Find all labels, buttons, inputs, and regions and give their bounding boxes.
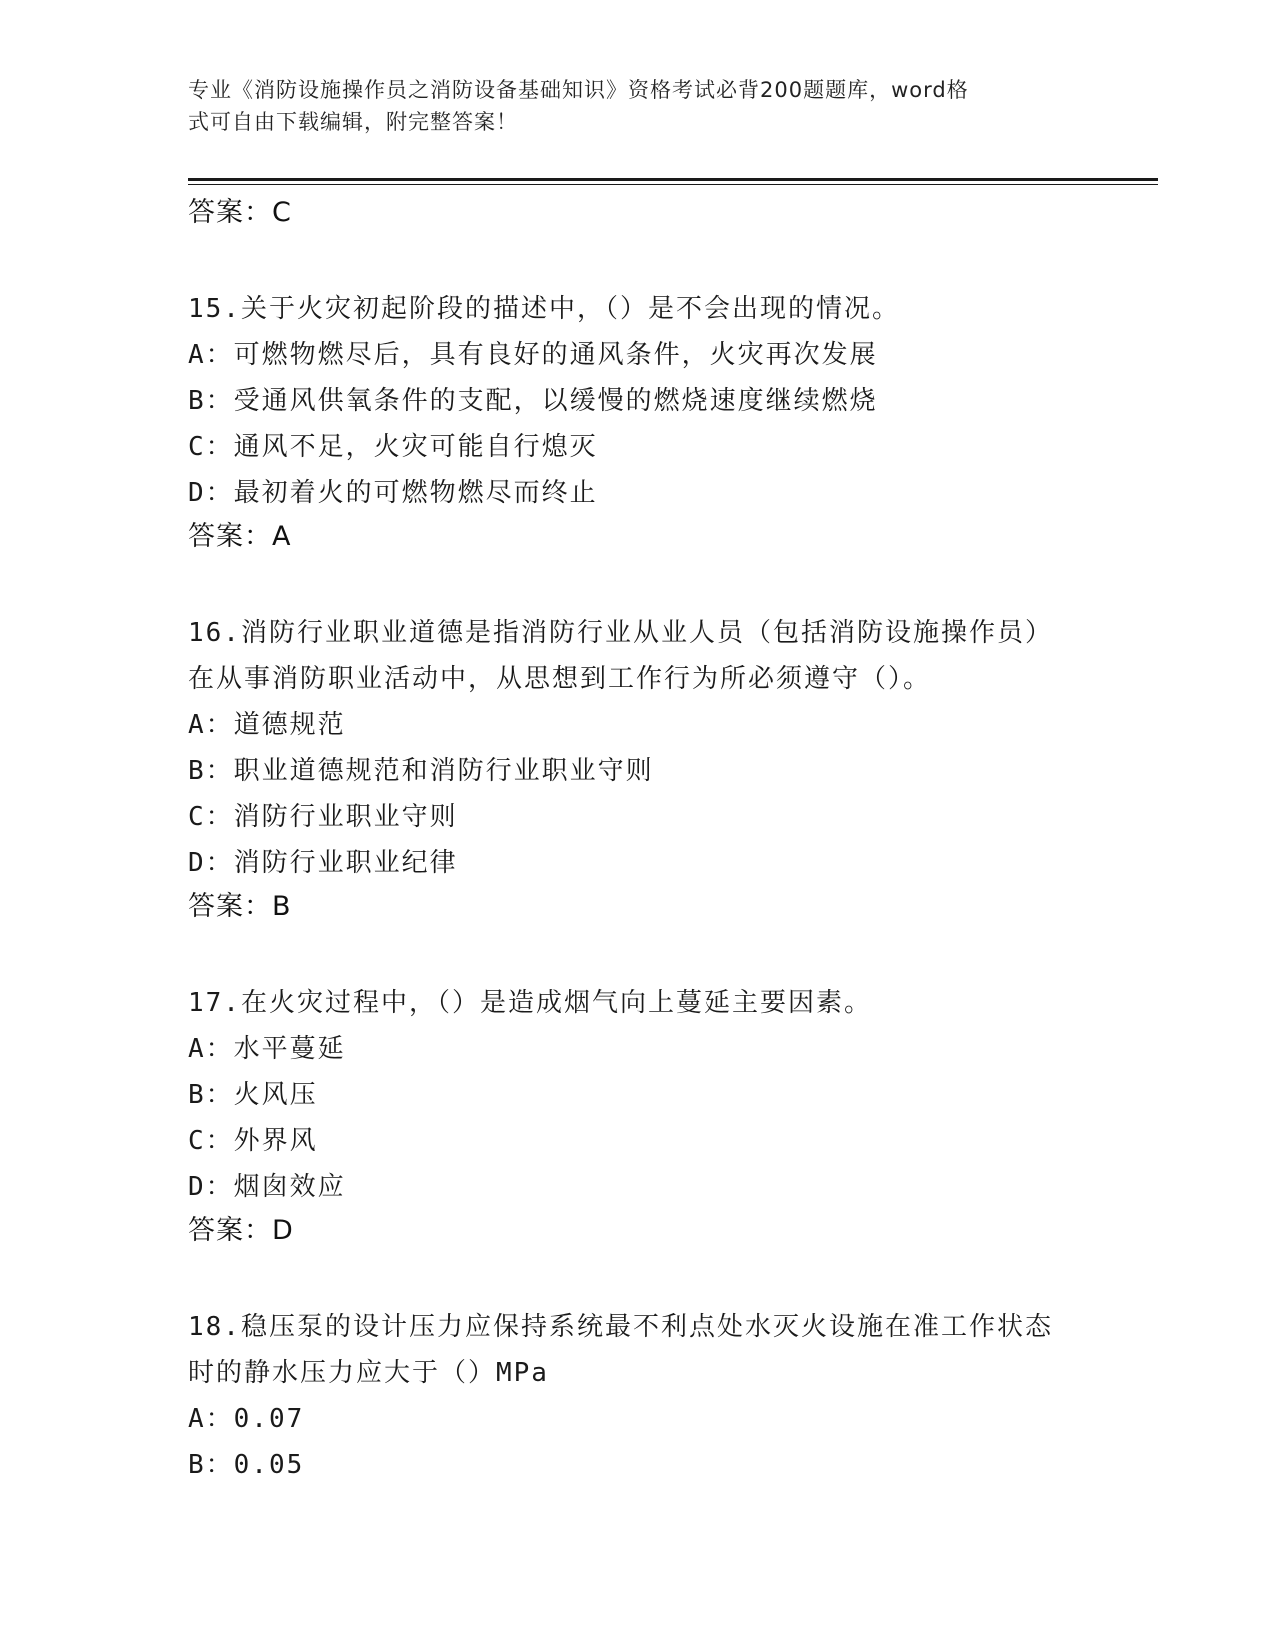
answer-value: B (272, 891, 292, 922)
header-divider-thin (188, 184, 1158, 185)
option-d: D：消防行业职业纪律 (188, 848, 458, 878)
question-17 (188, 980, 1148, 1252)
answer-line (188, 1210, 1148, 1252)
option-c: C：外界风 (188, 1126, 318, 1156)
option-b: B：受通风供氧条件的支配，以缓慢的燃烧速度继续燃烧 (188, 386, 878, 416)
option-d: D：最初着火的可燃物燃尽而终止 (188, 478, 598, 508)
answer-label: 答案： (188, 521, 272, 552)
header-divider-thick (188, 178, 1158, 181)
question-text: 15.关于火灾初起阶段的描述中，（）是不会出现的情况。 (188, 294, 900, 324)
question-15 (188, 286, 1148, 558)
question-16 (188, 610, 1148, 928)
question-list (188, 192, 1148, 1488)
question-text: 16.消防行业职业道德是指消防行业从业人员（包括消防设施操作员） (188, 618, 1053, 648)
option-b: B：火风压 (188, 1080, 318, 1110)
option-b: B：0.05 (188, 1450, 305, 1480)
option-a: A：水平蔓延 (188, 1034, 346, 1064)
document-header (188, 74, 1088, 138)
question-text: 17.在火灾过程中，（）是造成烟气向上蔓延主要因素。 (188, 988, 872, 1018)
answer-label: 答案： (188, 1215, 272, 1246)
question-text-continued: 在从事消防职业活动中，从思想到工作行为所必须遵守（）。 (188, 664, 932, 694)
answer-value: A (272, 521, 292, 552)
answer-value: D (272, 1215, 294, 1246)
option-a: A：道德规范 (188, 710, 346, 740)
header-line-1: 专业《消防设施操作员之消防设备基础知识》资格考试必背200题题库，word格 (188, 78, 969, 102)
header-line-2: 式可自由下载编辑，附完整答案！ (188, 110, 518, 134)
answer-line-14 (188, 192, 1148, 234)
answer-label: 答案： (188, 891, 272, 922)
question-text: 18.稳压泵的设计压力应保持系统最不利点处水灭火设施在准工作状态 (188, 1312, 1053, 1342)
answer-value: C (272, 197, 292, 228)
option-a: A：0.07 (188, 1404, 305, 1434)
question-18 (188, 1304, 1148, 1488)
option-d: D：烟囱效应 (188, 1172, 346, 1202)
answer-line (188, 886, 1148, 928)
answer-line (188, 516, 1148, 558)
option-c: C：通风不足，火灾可能自行熄灭 (188, 432, 598, 462)
option-c: C：消防行业职业守则 (188, 802, 458, 832)
option-b: B：职业道德规范和消防行业职业守则 (188, 756, 654, 786)
answer-label: 答案： (188, 197, 272, 228)
question-text-continued: 时的静水压力应大于（）MPa (188, 1358, 549, 1388)
option-a: A：可燃物燃尽后，具有良好的通风条件，火灾再次发展 (188, 340, 878, 370)
